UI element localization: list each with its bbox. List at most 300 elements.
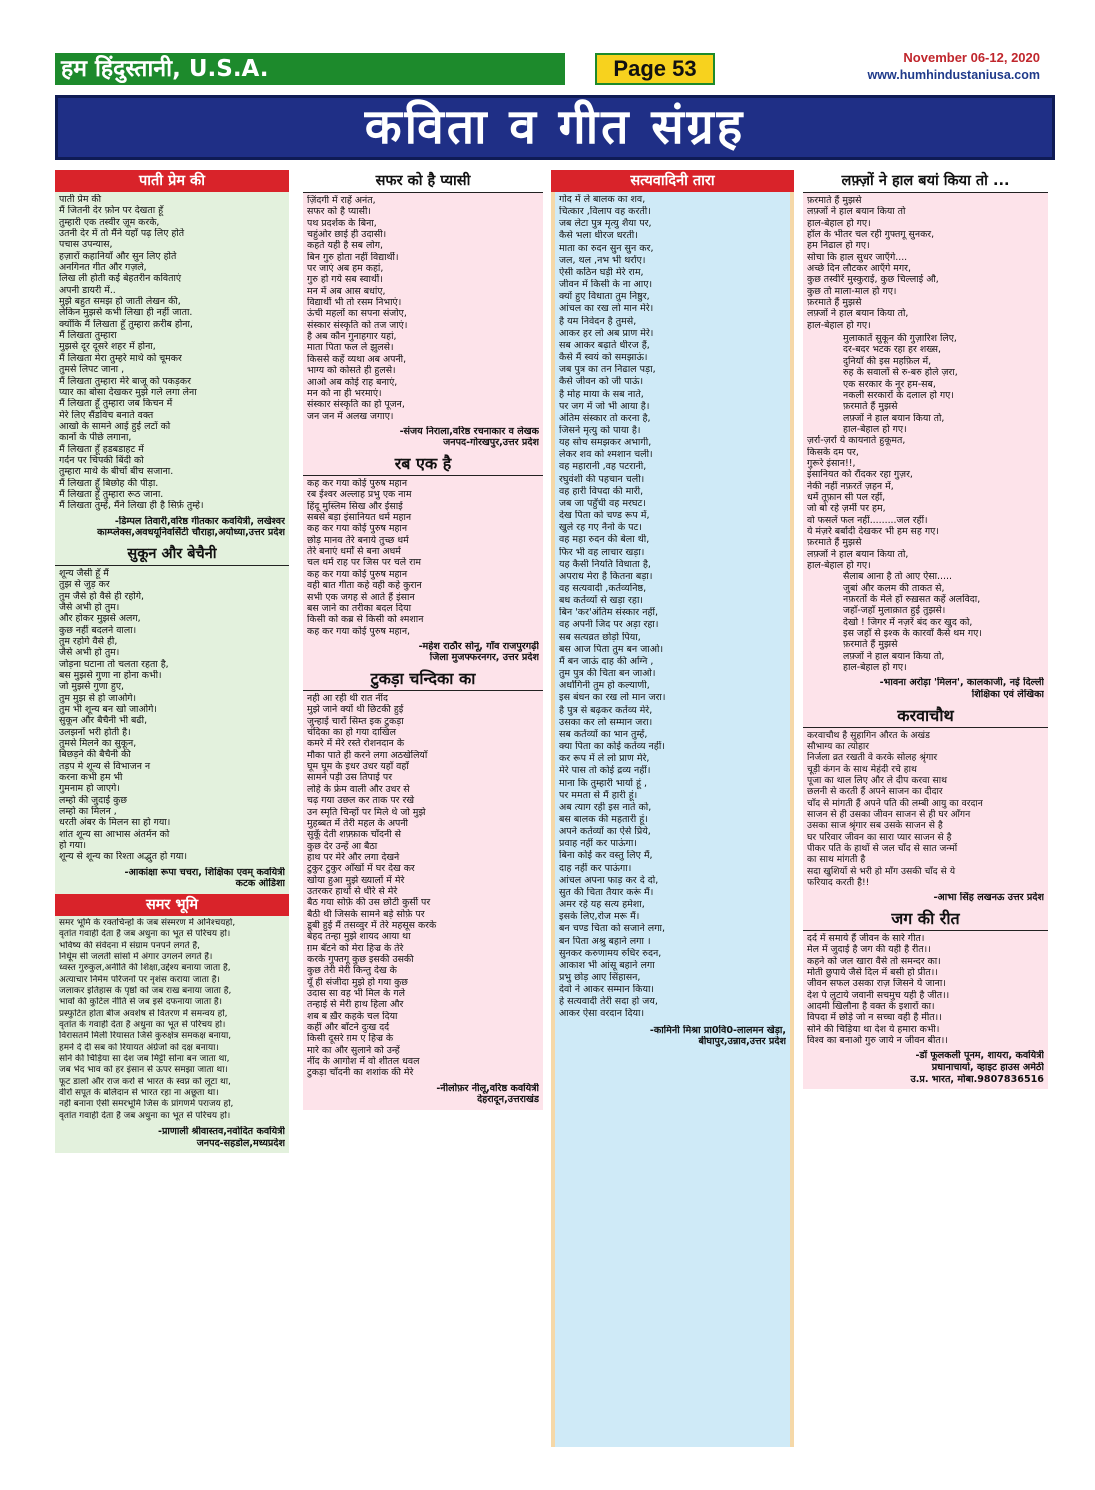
text-line: है मोह माया के सब नाते, xyxy=(559,388,644,400)
text-line: घूम घूम के इधर उधर यहाँ वहाँ xyxy=(307,761,409,773)
text-line: प्रभु छोड़ आए सिंहासन, xyxy=(559,972,641,983)
text-line: मुलाकातें सुकून की गुज़ारिश लिए, xyxy=(843,333,957,345)
text-line: चंदिका का हो गया दाखिल xyxy=(307,727,396,739)
website-link[interactable]: www.humhindustaniusa.com xyxy=(867,68,1040,82)
text-line: गोद में ले बालक का शव, xyxy=(559,194,646,205)
text-line: बीघापुर,उन्नाव,उत्तर प्रदेश xyxy=(698,1036,786,1048)
text-line: ज़िंदगी में राहें अनंत, xyxy=(307,195,376,206)
text-line: जनपद-सहडोल,मध्यप्रदेश xyxy=(196,1137,285,1149)
text-line: रुह के सवालों से रु-बरु होले ज़रा, xyxy=(843,367,958,379)
text-line: हाथ पर मेरे और लगा देखने xyxy=(307,851,400,863)
poem-stanza-indented xyxy=(803,333,1048,435)
text-line: तुम जैसे हो वैसे ही रहोगे, xyxy=(59,590,145,602)
text-line: अंतिम संस्कार तो करना है, xyxy=(559,412,651,424)
text-line: बध कर्तव्यों से खड़ा रहा। xyxy=(559,595,644,607)
text-line: कानों के पीछे लगाना, xyxy=(59,432,132,444)
text-line: पथ प्रदर्शक के बिना, xyxy=(307,217,377,229)
page-number: Page 53 xyxy=(595,53,715,85)
text-line: देखो ! जिगर में नज़रें बंद कर खुद को, xyxy=(843,616,973,628)
text-line: हाल-बेहाल हो गए। xyxy=(807,560,871,571)
text-line: हाल-बेहाल हो गए। xyxy=(807,217,871,229)
text-line: हाल-बेहाल हो गए। xyxy=(807,319,871,331)
poem-title: लफ़्ज़ों ने हाल बयां किया तो ... xyxy=(803,170,1048,193)
text-line: अपने कर्तव्यों का ऐसे प्रिये, xyxy=(559,826,651,838)
text-line: गुरूरे इंसान!!, xyxy=(807,457,856,469)
text-line: -कामिनी मिश्रा प्रा0वि0-लालमन खेड़ा, xyxy=(649,1024,786,1036)
text-line: पाती प्रेम की xyxy=(59,194,102,205)
text-line: हॉल के भीतर चल रही गुफ्तगू सुनकर, xyxy=(807,229,935,241)
poem-body xyxy=(55,916,289,1124)
text-line: -आकांक्षा रूपा चचरा, शिक्षिका एवम् कवयित्री xyxy=(124,866,285,878)
poem-author xyxy=(803,675,1048,704)
text-line: कह कर गया कोई पुरुष महान xyxy=(307,523,408,535)
poem-body xyxy=(303,193,543,424)
text-line: उ.प्र. भारत, मोबा.9807836516 xyxy=(910,1073,1044,1085)
text-line: अब त्याग रही इस नाते को, xyxy=(559,801,652,813)
text-line: गुमनाम हो जाएगे। xyxy=(59,783,120,795)
text-line: जब जा पहुँची वह मरघट। xyxy=(559,497,646,509)
text-line: आकर हर लो अब प्राण मेरे। xyxy=(559,327,654,339)
text-line: शून्य से शून्य का रिश्ता अद्भुत हो गया। xyxy=(59,851,188,863)
poem-body xyxy=(55,192,289,514)
text-line: सोचा कि हाल सुधर जाएँगे.... xyxy=(807,251,908,263)
text-line: उदास सा वह भी मिल के गले xyxy=(307,988,405,999)
text-line: हिंदू मुस्लिम सिख और ईसाई xyxy=(307,500,403,512)
text-line: काम्प्लेक्स,अवधयूनिवर्सिटी चौराहा,अयोध्या,उत्तर प्रदेश xyxy=(97,527,285,539)
text-line: कैसे जीवन को जी पाऊं। xyxy=(559,376,644,388)
text-line: मौका पाते ही करने लगा अठखेलियाँ xyxy=(307,749,428,761)
text-line: पचास उपन्यास, xyxy=(59,239,113,251)
text-line: उतरकर हाथों से धीरे से मेरे xyxy=(307,885,398,897)
text-line: धरती अंबर के मिलन सा हो गया। xyxy=(59,817,171,829)
text-line: मेल में जुदाई है जग की यही है रीत।। xyxy=(807,944,931,956)
poem-author xyxy=(55,1124,289,1153)
text-line: मैं बन जाऊं दाह की अग्नि , xyxy=(559,655,654,667)
text-line: -संजय निराला,वरिष्ठ रचनाकार व लेखक xyxy=(399,425,539,437)
text-line: छोड़ मानव तेरे बनाये तुच्छ धर्म xyxy=(307,534,409,546)
text-line: वृतांत गवाही देता है जब अधुना का भूत से परिचय हो। xyxy=(59,1110,231,1121)
text-line: उसका साज श्रृंगार सब उसके साजन से है xyxy=(807,820,943,832)
text-line: बस मुझसे गुणा ना होना कभी। xyxy=(59,669,162,681)
text-line: क्या पिता का कोई कर्तव्य नहीं। xyxy=(559,741,665,753)
text-line: सब कर्तव्यों का भान तुम्हें, xyxy=(559,728,648,740)
text-line: मैं लिखता तुम्हारा मेरे बाजू को पकड़कर xyxy=(59,375,191,387)
text-line: मुहब्बत में तेरी महल के अपनी xyxy=(307,817,408,829)
text-line: मैं लिखता मेरा तुम्हरे माथे को चूमकर xyxy=(59,352,182,364)
text-line: छलनी से करती हैं अपने साजन का दीदार xyxy=(807,786,943,798)
newspaper-name: हम हिंदुस्तानी, U.S.A. xyxy=(55,53,565,85)
text-line: लेकर शव को श्मशान चली। xyxy=(559,449,653,461)
text-line: माना कि तुम्हारी भार्या हूं , xyxy=(559,777,648,789)
text-line: जन जन में अलख जगाए। xyxy=(307,410,394,422)
poem-body xyxy=(803,931,1048,1048)
text-line: बस आज पिता तुम बन जाओ। xyxy=(559,643,664,655)
text-line: कुछ देर उन्हें आ बैठा xyxy=(307,840,378,852)
issue-date: November 06-12, 2020 xyxy=(903,50,1040,65)
text-line: तुम्हारा माथे के बीचों बीच सजाना. xyxy=(59,466,174,478)
text-line: सैलाब आना है तो आए ऐसा..... xyxy=(843,571,952,583)
text-line: नहीं बनाना ऐसी समरभूमि जिस के प्रांगणमें पराजय हो, xyxy=(59,1099,234,1110)
poem-author xyxy=(555,1023,790,1052)
text-line: रब ईश्वर अल्लाह प्रभु एक नाम xyxy=(307,489,412,501)
column-4 xyxy=(803,170,1048,1447)
text-line: हमने दे दी सब को रियायत अंग्रेजों को दक्ष बनाया। xyxy=(59,1042,219,1053)
text-line: पूजा का थाल लिए और ले दीप करवा साथ xyxy=(807,775,948,786)
poem-title: करवाचौथ xyxy=(803,705,1048,728)
text-line: प्यार का बोसा देखकर मुझे गले लगा लेना xyxy=(59,386,197,398)
text-line: चाँद से मांगती हैं अपने पति की लम्बी आयु का वरदान xyxy=(807,797,983,809)
text-line: सबसे बड़ा इंसानियत धर्म महान xyxy=(307,512,412,524)
column-2 xyxy=(303,170,543,1447)
text-line: देख पिता को चण्ड रूप में, xyxy=(559,510,650,522)
text-line: साजन से ही उसका जीवन साजन से ही घर आँगन xyxy=(807,809,971,821)
text-line: समर भूमि के रक्तचिन्हों के जब संस्मरण में अनिश्चयहो, xyxy=(59,917,236,928)
text-line: जीवन सफल उसका राज़ जिसने ये जाना। xyxy=(807,978,946,990)
text-line: -नीलोफ़र नीलू,वरिष्ठ कवयित्री xyxy=(436,1082,539,1094)
poem-author xyxy=(55,865,289,894)
text-line: -आभा सिंह लखनऊ उत्तर प्रदेश xyxy=(933,892,1044,904)
poem-body xyxy=(55,566,289,865)
text-line: पर ममता से मैं हारी हूं। xyxy=(559,789,638,801)
text-line: बैठ गया सोफ़े की उस छोटी कुर्सी पर xyxy=(307,897,431,909)
text-line: तुम भी शून्य बन खो जाओगे। xyxy=(59,703,157,715)
text-line: किससे कहें व्यथा अब अपनी, xyxy=(307,353,407,365)
text-line: लफ़्जों ने हाल बयान किया तो, xyxy=(807,308,909,320)
text-line: चूड़ी कंगन के साथ मेहंदी रचे हाथ xyxy=(807,763,917,775)
text-line: फ़रमाते हैं मुझसे xyxy=(807,195,862,206)
poem-body xyxy=(803,728,1048,891)
text-line: फ़रमाते हैं मुझसे xyxy=(843,639,898,651)
poem-title: सत्यवादिनी तारा xyxy=(551,170,794,192)
text-line: ऊंची महलों का सपना संजोए, xyxy=(307,308,407,320)
text-line: बैठी थी जिसके सामने बड़े सोफ़े पर xyxy=(307,908,425,920)
text-line: मेरे लिए सैंडविच बनाते वक्त xyxy=(59,409,154,421)
text-line: वह महा रुदन की बेला थी, xyxy=(559,534,650,546)
poem-body xyxy=(303,691,543,1081)
text-line: तुम पुत्र की चिता बन जाओ। xyxy=(559,668,656,680)
text-line: शब ब ख़ैर कहके चल दिया xyxy=(307,1010,398,1022)
text-line: कर रूप में ले लो प्राण मेरे, xyxy=(559,753,650,765)
text-line: किसके दम पर, xyxy=(807,446,859,458)
text-line: घर परिवार जीवन का सारा प्यार साजन से है xyxy=(807,831,952,843)
text-line: सभी एक जगह से आते हैं इंसान xyxy=(307,591,415,603)
text-line: किसी दूसरे ग़म ए हिज्र के xyxy=(307,1033,394,1045)
text-line: कुछ नहीं बदलने वाला। xyxy=(59,624,137,636)
text-line: जनपद-गोरखपुर,उत्तर प्रदेश xyxy=(443,437,539,449)
text-line: लफ़्जों ने हाल बयान किया तो, xyxy=(843,412,945,424)
text-line: अत्याचार निर्मम परिजनों पर नृशंस कराया जाता है। xyxy=(59,974,220,985)
text-line: चित्कार ,विलाप वह करती। xyxy=(559,206,651,218)
text-line: लम्हो की जुदाई कुछ xyxy=(59,794,127,806)
text-line: हाल-बेहाल हो गए। xyxy=(843,662,907,674)
masthead xyxy=(55,50,1055,90)
text-line: लिख ली होती कई बेहतरीन कविताएं xyxy=(59,273,182,285)
text-line: अमर रहे यह सत्य हमेशा, xyxy=(559,899,645,911)
text-line: निर्धूम सी जलती सांसों में अंगार उगलने लगते हैं। xyxy=(59,951,213,962)
text-line: कुछ तेरी मेरी किन्तु देख के xyxy=(307,965,397,977)
text-line: फरियाद करती है!! xyxy=(807,877,870,889)
text-line: सुकूँ देती शफ़्फ़ाक चाँदनी से xyxy=(307,829,401,841)
text-line: वह सत्यवादी ,कर्तव्यनिष्ठ, xyxy=(559,583,647,594)
text-line: जैसे अभी हो तुम। xyxy=(59,601,120,613)
text-line: कुछ तो माला-माल हो गए। xyxy=(807,285,897,297)
text-line: प्रधानाचार्या, व्हाइट हाउस अमेठी xyxy=(931,1062,1044,1074)
text-line: कह कर गया कोई पुरुष महान, xyxy=(307,625,411,637)
text-line: है अब कौन गुनाहगार यहां, xyxy=(307,331,397,343)
text-line: मारे का और सुलाने को उन्हें xyxy=(307,1044,400,1056)
text-line: जलाकर इतिहास के पृष्ठों को जब राख बनाया जाता है, xyxy=(59,986,232,996)
text-line: करके गुफ्तगू कुछ इसकी उसकी xyxy=(307,953,414,965)
text-line: आंचल अपना फाड़ कर दे दो, xyxy=(559,874,659,886)
poem-body xyxy=(803,193,1048,333)
text-line: तन्हाई से मेरी हाथ हिला और xyxy=(307,999,404,1011)
text-line: पीकर पति के हाथों से जल चाँद से सात जन्मों xyxy=(807,843,958,855)
text-line: मन में अब आस बधांए, xyxy=(307,285,386,297)
text-line: सफर को है प्यासी। xyxy=(307,206,371,218)
text-line: जोड़ना घटाना तो चलता रहता है, xyxy=(59,658,169,670)
text-line: संस्कार संस्कृति का हो पूजन, xyxy=(307,399,405,411)
text-line: पर जग में जो भी आया है। xyxy=(559,400,650,412)
text-line: सामने पड़ी उस तिपाई पर xyxy=(307,772,393,784)
poem-title: टुकड़ा चन्दिका का xyxy=(303,668,543,691)
text-line: -भावना अरोड़ा 'मिलन', कालकाजी, नई दिल्ली xyxy=(879,677,1044,689)
text-line: नही आ रही थी रात नींद xyxy=(307,693,388,705)
text-line: और होकर मुझसे अलग, xyxy=(59,613,141,625)
text-line: वह हारी विपदा की मारी, xyxy=(559,485,644,497)
text-line: कह कर गया कोई पुरुष महान xyxy=(307,478,408,490)
text-line: उतनी देर में तो मैंने यहाँ पढ़ लिए होते xyxy=(59,228,185,240)
text-line: भाग्य को कोसते ही हुलसे। xyxy=(307,365,396,377)
text-line: हाल-बेहाल हो गए। xyxy=(843,423,907,435)
text-line: कुछ तस्वीरें मुस्कुराई, कुछ चिल्लाई औ, xyxy=(807,274,939,286)
text-line: शांत शून्य सा आभास अंतर्मन को xyxy=(59,828,170,840)
text-line: हो गया। xyxy=(59,840,87,852)
text-line: मुझे बहुत समझ हो जाती लेखन की, xyxy=(59,296,181,308)
text-line: -डॉ फूलकली पूनम, शायरा, कवयित्री xyxy=(915,1050,1044,1062)
text-line: करना कभी हम भी xyxy=(59,772,123,783)
text-line: दुनियाँ की इस महफ़िल में, xyxy=(843,355,932,367)
text-line: है पुत्र से बढ़कर कर्तव्य मेरे, xyxy=(559,704,653,716)
text-line: जुबां और कलम की ताकत से, xyxy=(843,582,945,594)
poem-author xyxy=(303,424,543,453)
text-line: आकर ऐसा वरदान दिया। xyxy=(559,1008,645,1020)
text-line: एक सरकार के नूर हम-सब, xyxy=(843,378,936,390)
text-line: दर-बदर भटक रहा हर शख्स, xyxy=(843,344,941,356)
text-line: इस बंधन का रख लो मान जरा। xyxy=(559,692,666,704)
text-line: वृतांत गवाही देता है जब अधुना का भूत से परिचय हो। xyxy=(59,929,231,940)
text-line: अपनी डायरी में.. xyxy=(59,284,116,296)
text-line: लोहे के फ्रेम वाली और उधर से xyxy=(307,783,410,795)
text-line: माता पिता फल ले झुलसे। xyxy=(307,342,394,354)
text-line: मोती छुपाये जैसे दिल में बसी हो प्रीत।। xyxy=(807,967,938,979)
text-line: मैं लिखता हूँ तुम्हारा रूठ जाना. xyxy=(59,488,164,500)
text-line: है यम निवेदन है तुमसे, xyxy=(559,315,637,327)
text-line: सुत की चिता तैयार करूं मैं। xyxy=(559,886,654,898)
text-line: आओ अब कोई राह बनाएं, xyxy=(307,376,398,388)
text-line: -महेश राठौर सोनू, गाँव राजपुरगढ़ी xyxy=(418,640,539,652)
text-line: बिन 'कर'अंतिम संस्कार नहीं, xyxy=(559,607,658,619)
text-line: आकाश भी आंसू बहाने लगा xyxy=(559,959,655,971)
text-line: ज़र्रा-ज़र्रा ये कायनाते हुकूमत, xyxy=(807,435,906,447)
text-line: फिर भी वह लाचार खड़ा। xyxy=(559,546,645,558)
text-line: जैसे अभी हो तुम। xyxy=(59,647,120,659)
text-line: अपराध मेरा है कितना बड़ा। xyxy=(559,570,653,582)
text-line: मैं लिखता तुम्हारा xyxy=(59,330,117,342)
text-line: जिसने मृत्यु को पाया है। xyxy=(559,424,641,436)
text-line: आखो के सामने आई हुई लटों को xyxy=(59,420,171,432)
text-line: नकली सरकारों के दलाल हो गए। xyxy=(843,389,954,401)
text-line: चहुंओर छाई ही उदासी। xyxy=(307,229,387,241)
text-line: सौभाग्य का त्योहार xyxy=(807,740,870,752)
text-line: का साथ मांगती है xyxy=(807,854,866,866)
text-line: ऐसी कठिन घड़ी मेरे राम, xyxy=(559,266,644,278)
poem-stanza-indented xyxy=(803,571,1048,675)
column-1 xyxy=(55,170,289,1447)
text-line: पर जाएं अब हम कहां, xyxy=(307,263,384,275)
poem-title: समर भूमि xyxy=(55,894,289,916)
text-line: यूँ ही संजीदा मुझे हो गया कुछ xyxy=(307,976,408,988)
text-line: अच्छे दिन लौटकर आएँगे मगर, xyxy=(807,263,912,275)
text-line: इस जहाँ से इश्क के कारवाँ कैसे थम गए। xyxy=(843,628,982,640)
text-line: टुकुर टुकुर आँखों में घर देख कर xyxy=(307,863,415,875)
text-line: यह सोच समझकर अभागी, xyxy=(559,437,652,449)
text-line: विद्यार्थी भी तो रसम निभाएं। xyxy=(307,297,402,309)
text-line: रघुवंशी की पहचान चली। xyxy=(559,473,645,485)
text-line: मैं लिखता हूँ तुम्हारा जब किचन में xyxy=(59,398,173,410)
text-line: बिछड़ने की बैचैनी की xyxy=(59,749,131,761)
text-line: नींद के आगोश में वो शीतल धवल xyxy=(307,1056,420,1068)
text-line: फूट डालो और राज करो से भारत के स्वप्न को लूटा था, xyxy=(59,1076,231,1087)
text-line: बेहद तन्हा मुझे शायद आया था xyxy=(307,931,411,943)
text-line: अनगिनत गीत और गज़ले, xyxy=(59,262,147,274)
text-line: करवाचौथ है सुहागिन औरत के अखंड xyxy=(807,729,930,741)
text-line: वीरों सपूत के बलिदान से भारत रहा ना अछूता था। xyxy=(59,1088,219,1099)
text-line: कमरे में मेरे रस्ते रोशनदान के xyxy=(307,738,405,750)
text-line: दर्द में समाये हैं जीवन के सारे गीत। xyxy=(807,933,925,945)
text-line: मैं लिखता तुम्हें, मैंने लिखा ही है सिर्फ़ तुम्हे। xyxy=(59,500,204,512)
text-line: गर्दन पर चिपकी बिंदी को xyxy=(59,454,144,466)
text-line: उलझनों भरी होती है। xyxy=(59,726,131,738)
text-line: जीवन में किसी के ना आए। xyxy=(559,279,653,291)
text-line: क्योंकि मैं लिखता हूँ तुम्हारा क़रीब होना, xyxy=(59,318,193,330)
text-line: इसके लिए,रोज मरू मैं। xyxy=(559,911,640,923)
text-line: -प्राणाली श्रीवास्तव,नवोदित कवयित्री xyxy=(157,1126,285,1138)
poem-title: पाती प्रेम की xyxy=(55,170,289,192)
text-line: वह महारानी ,वह पटरानी, xyxy=(559,461,647,473)
text-line: लफ़्जों ने हाल बयान किया तो, xyxy=(843,650,945,662)
text-line: नेकी नहीं नफ़रतें ज़हन में, xyxy=(807,480,894,492)
section-banner: कविता व गीत संग्रह xyxy=(55,95,1055,160)
text-line: धर्मे तूफ़ान सी पल रहीं, xyxy=(807,491,886,503)
text-line: कहते यही है सब लोग, xyxy=(307,240,383,252)
text-line: विश्व का बनाओ गुरु जाये न जीवन बीत।। xyxy=(807,1035,948,1047)
text-line: यह कैसी नियति विधाता है, xyxy=(559,558,651,570)
text-line: देहरादून,उत्तराखंड xyxy=(477,1094,539,1106)
text-line: क्यों हुए विधाता तुम निष्ठुर, xyxy=(559,291,650,303)
text-line: उसका कर लो सम्मान जरा। xyxy=(559,716,653,728)
text-line: ये मंज़रे बर्बादी देखकर भी हम सह गए। xyxy=(807,525,939,537)
text-line: तुम्हारी एक तस्वीर ज़ूम करके, xyxy=(59,216,160,228)
poem-title: जग की रीत xyxy=(803,908,1048,931)
text-line: ध्वस्त गुरुकुल,अनीति की शिक्षा,उद्देश्य बनाया जाता है, xyxy=(59,963,231,974)
text-line: भावों की कुटिल नीति से जब इसे दफनाया जाता है। xyxy=(59,997,223,1008)
text-line: बस जाने का तरीका बदल दिया xyxy=(307,602,412,614)
text-line: प्रस्फुटित होता बीज अवशेष से वितरण में समन्वय हो, xyxy=(59,1008,228,1019)
text-line: तुझ से जुड़ कर xyxy=(59,579,110,591)
column-3 xyxy=(551,170,794,1447)
text-line: भविष्य की संवेदना में संग्राम पनपने लगते हैं, xyxy=(59,940,200,951)
text-line: सुनकर करुणामय रुधिर रुदन, xyxy=(559,947,662,959)
text-line: जुन्हाई चारों सिम्त इक टुकड़ा xyxy=(307,715,404,727)
text-line: वृतांत के गवाही देता है अधुना का भूत से परिचय हो। xyxy=(59,1020,226,1031)
text-line: लेकिन मुझसे कभी लिखा ही नहीं जाता. xyxy=(59,307,193,319)
text-line: जब पुत्र का तन निढाल पड़ा, xyxy=(559,364,656,376)
text-line: तुम मुझ से हो जाओगे। xyxy=(59,692,137,704)
text-line: लफ़्जों ने हाल बयान किया तो xyxy=(807,206,906,218)
text-line: मन को ना ही भरमाएं। xyxy=(307,387,382,399)
text-line: बन पिता अश्रु बहाने लगा । xyxy=(559,935,651,947)
text-line: सुकून और बैचैनी भी बढी, xyxy=(59,715,148,727)
text-line: कहीं और बाँटने दुःख दर्द xyxy=(307,1022,390,1034)
text-line: गुरु हो गये सब स्वार्थी। xyxy=(307,274,383,286)
text-line: हम निढाल हो गए। xyxy=(807,240,870,252)
text-line: अर्धांगिनी तुम हो कल्याणी, xyxy=(559,680,650,692)
text-line: सोने की चिड़िया सा देश जब मिट्टी सोना बन जाता था, xyxy=(59,1054,230,1065)
text-line: बस बालक की महतारी हूं। xyxy=(559,813,648,825)
text-line: तुमसे लिपट जाना , xyxy=(59,364,125,376)
text-line: शून्य जैसी हूँ मैं xyxy=(59,567,109,579)
text-line: फ़रमाते हैं मुझसे xyxy=(843,401,898,413)
text-line: खुले रह गए नैनो के पट। xyxy=(559,522,642,534)
text-line: दाह नहीं कर पाऊंगा। xyxy=(559,862,632,874)
text-line: शिक्षिका एवं लेखिका xyxy=(971,689,1044,701)
text-line: मुझसे दूर दूसरे शहर में होना, xyxy=(59,341,156,353)
text-line: सब सत्यव्रत छोड़ो पिया, xyxy=(559,631,641,643)
text-line: खोया हुआ मुझे ख्यालों में मेरे xyxy=(307,874,405,886)
text-line: तुम रहोगे वैसे ही, xyxy=(59,635,118,647)
text-line: बिन गुरु होता नहीं विद्यार्थी। xyxy=(307,251,399,263)
text-line: आदमी खिलौना है वक्त के इशारों का। xyxy=(807,1001,935,1013)
poem-body xyxy=(303,476,543,639)
text-line: जल, थल ,नभ भी थर्राए। xyxy=(559,254,646,266)
text-line: उन स्मृति चिन्हों पर मिले थे जो मुझे xyxy=(307,806,426,818)
poem-title: रब एक है xyxy=(303,453,543,476)
text-line: वह अपनी जिद पर अड़ा रहा। xyxy=(559,619,659,631)
text-line: टुकड़ा चाँदनी का शशांक की मेरे xyxy=(307,1067,414,1079)
text-line: हे सत्यवादी तेरी सदा हो जय, xyxy=(559,996,658,1008)
text-line: माता का रुदन सुन सुन कर, xyxy=(559,242,654,254)
text-line: प्रवाह नहीं कर पाऊंगा। xyxy=(559,838,637,850)
text-line: बन चण्ड चिता को सजाने लगा, xyxy=(559,923,666,935)
text-line: वही बात गीता कहे वही कहे कुरान xyxy=(307,580,422,592)
text-line: मुझे जाने क्यों थी छिटकी हुई xyxy=(307,704,404,716)
text-line: सोने की चिड़िया था देश ये हमारा कभी। xyxy=(807,1023,940,1035)
text-line: तेरे बनाएं धर्मों से बना अधर्म xyxy=(307,546,401,558)
text-line: विपदा में छोड़े जो न सच्चा वही है मीत।। xyxy=(807,1012,942,1024)
text-line: फ़रमाते हैं मुझसे xyxy=(807,297,862,309)
text-line: -डिम्पल तिवारी,वरिष्ठ गीतकार कवयित्री, लखेश्वर xyxy=(114,515,285,527)
poem-author xyxy=(303,639,543,668)
text-line: सब आकर बढ़ाते धीरज हैं, xyxy=(559,339,650,351)
text-line: फ़रमाते हैं मुझसे xyxy=(807,537,862,549)
text-line: हज़ारों कहानियाँ और सुन लिए होते xyxy=(59,250,177,262)
poem-author xyxy=(803,1048,1048,1089)
text-line: मैं लिखता हूँ बिछोह की पीड़ा. xyxy=(59,477,159,489)
text-line: निर्जला व्रत रखती वे करके सोलह श्रृंगार xyxy=(807,752,938,764)
text-line: ग़म बँटने को मेरा हिज्र के तेरे xyxy=(307,942,404,954)
text-line: डूबी हुई मैं तसव्वुर में तेरे महसूस करके xyxy=(307,919,437,931)
text-line: कह कर गया कोई पुरुष महान xyxy=(307,568,408,580)
